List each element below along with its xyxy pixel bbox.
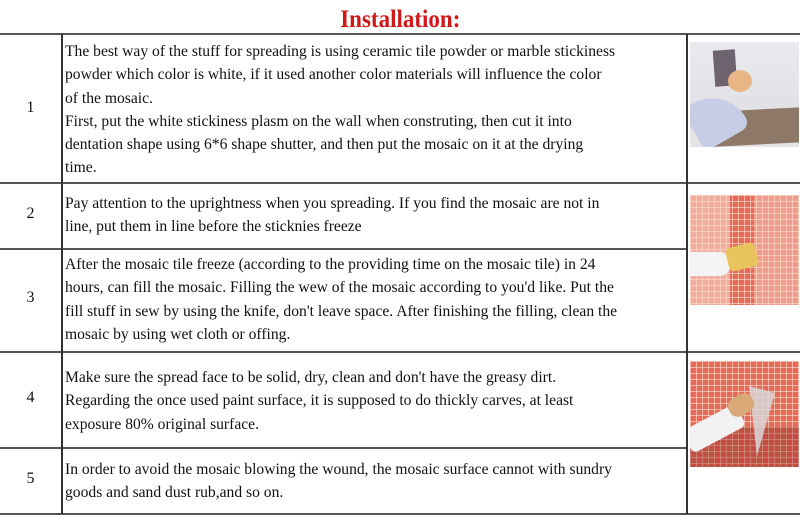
text-line: exposure 80% original surface. [65, 415, 259, 433]
text-line: fill stuff in sew by using the knife, don't leave space. After finishing the filling, clean the [65, 302, 618, 320]
step-number: 5 [26, 470, 35, 487]
step-instruction [65, 40, 685, 180]
text-line: After the mosaic tile freeze (according to the providing time on the mosaic tile) in 24 [65, 256, 596, 273]
sponge-cleaning-mosaic-photo [690, 195, 799, 305]
row-divider [0, 447, 687, 449]
text-line: The best way of the stuff for spreading is using ceramic tile powder or marble stickiness [65, 43, 616, 60]
column-divider [686, 34, 688, 514]
step-number: 1 [26, 99, 35, 116]
text-line: time. [65, 159, 97, 177]
step-instruction [65, 192, 685, 239]
column-divider [61, 34, 63, 514]
title-bar [0, 0, 800, 34]
text-line: line, put them in line before the sticknies freeze [65, 218, 362, 236]
trowel-grouting-mosaic-photo [690, 361, 799, 467]
text-line: Pay attention to the uprightness when you spreading. If you find the mosaic are not in [65, 195, 600, 212]
step-instruction [65, 366, 685, 436]
text-line: In order to avoid the mosaic blowing the wound, the mosaic surface cannot with sundry [65, 461, 612, 478]
page-title: Installation: [339, 6, 461, 33]
row-divider [0, 248, 687, 250]
text-line: Regarding the once used paint surface, it is supposed to do thickly carves, at least [65, 392, 574, 410]
trowel-spreading-photo [690, 42, 799, 147]
step-number: 2 [26, 205, 35, 222]
step-number: 3 [26, 289, 35, 306]
text-line: dentation shape using 6*6 shape shutter, and then put the mosaic on it at the drying [65, 136, 584, 154]
step-instruction [65, 253, 685, 346]
step-instruction [65, 458, 685, 505]
text-line: of the mosaic. [65, 89, 153, 107]
text-line: hours, can fill the mosaic. Filling the wew of the mosaic according to you'd like. Put the [65, 279, 614, 297]
table-border-top [0, 33, 800, 35]
text-line: Make sure the spread face to be solid, dry, clean and don't have the greasy dirt. [65, 369, 557, 386]
text-line: First, put the white stickiness plasm on the wall when construting, then cut it into [65, 112, 572, 130]
step-number: 4 [26, 389, 35, 406]
text-line: powder which color is white, if it used another color materials will influence the color [65, 66, 602, 84]
row-divider [0, 351, 800, 353]
text-line: goods and sand dust rub,and so on. [65, 484, 284, 502]
text-line: mosaic by using wet cloth or offing. [65, 325, 291, 343]
row-divider [0, 182, 800, 184]
